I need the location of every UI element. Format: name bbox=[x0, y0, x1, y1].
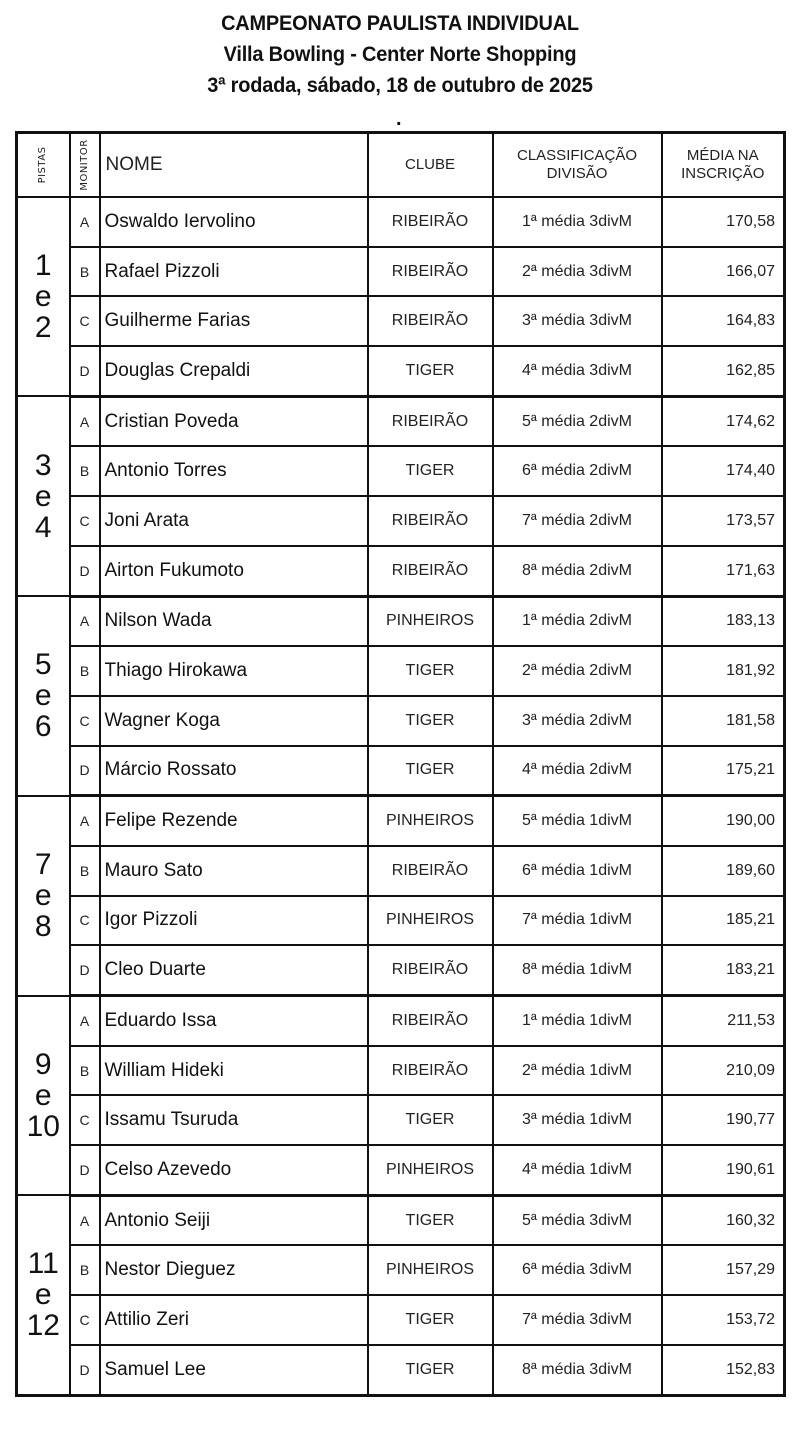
player-name-cell: Mauro Sato bbox=[100, 846, 368, 896]
club-cell: PINHEIROS bbox=[368, 1145, 493, 1195]
venue-title: Villa Bowling - Center Norte Shopping bbox=[223, 43, 577, 66]
lane-pair-line: 6 bbox=[34, 710, 52, 744]
monitor-cell: A bbox=[70, 396, 100, 446]
average-cell: 189,60 bbox=[662, 846, 785, 896]
lane-pair-line: 9 bbox=[34, 1047, 52, 1081]
classification-cell: 2ª média 1divM bbox=[493, 1046, 662, 1096]
lane-pair-line: e bbox=[34, 1078, 52, 1112]
table-row bbox=[17, 945, 785, 995]
monitor-cell: B bbox=[70, 446, 100, 496]
table-body bbox=[17, 197, 785, 1395]
club-cell: PINHEIROS bbox=[368, 896, 493, 946]
club-cell: RIBEIRÃO bbox=[368, 496, 493, 546]
club-cell: RIBEIRÃO bbox=[368, 846, 493, 896]
monitor-cell: D bbox=[70, 346, 100, 396]
player-name-cell: Igor Pizzoli bbox=[100, 896, 368, 946]
average-cell: 173,57 bbox=[662, 496, 785, 546]
club-cell: TIGER bbox=[368, 1345, 493, 1395]
club-cell: RIBEIRÃO bbox=[368, 996, 493, 1046]
classification-cell: 7ª média 2divM bbox=[493, 496, 662, 546]
club-cell: RIBEIRÃO bbox=[368, 546, 493, 596]
club-cell: RIBEIRÃO bbox=[368, 396, 493, 446]
lane-pair-line: 12 bbox=[26, 1309, 60, 1343]
classification-cell: 8ª média 3divM bbox=[493, 1345, 662, 1395]
club-cell: RIBEIRÃO bbox=[368, 197, 493, 247]
average-cell: 153,72 bbox=[662, 1295, 785, 1345]
pistas-label: PISTAS bbox=[37, 146, 49, 184]
table-row bbox=[17, 1345, 785, 1395]
club-cell: RIBEIRÃO bbox=[368, 1046, 493, 1096]
classification-cell: 6ª média 1divM bbox=[493, 846, 662, 896]
club-cell: TIGER bbox=[368, 646, 493, 696]
average-cell: 181,58 bbox=[662, 696, 785, 746]
media-label: MÉDIA NA INSCRIÇÃO bbox=[681, 147, 765, 182]
lane-pair-cell bbox=[17, 996, 70, 1196]
lane-pair-line: 3 bbox=[34, 448, 52, 482]
monitor-cell: C bbox=[70, 1095, 100, 1145]
lane-pair-line: e bbox=[34, 479, 52, 513]
average-cell: 162,85 bbox=[662, 346, 785, 396]
table-row bbox=[17, 296, 785, 346]
separator-dot: . bbox=[396, 108, 402, 130]
column-header-classificacao bbox=[493, 133, 662, 198]
round-date-title: 3ª rodada, sábado, 18 de outubro de 2025 bbox=[207, 74, 593, 97]
club-cell: PINHEIROS bbox=[368, 796, 493, 846]
classification-cell: 4ª média 3divM bbox=[493, 346, 662, 396]
club-cell: RIBEIRÃO bbox=[368, 945, 493, 995]
monitor-cell: D bbox=[70, 1345, 100, 1395]
player-name-cell: Wagner Koga bbox=[100, 696, 368, 746]
player-name-cell: Samuel Lee bbox=[100, 1345, 368, 1395]
lane-pair-line: 2 bbox=[34, 311, 52, 345]
classification-cell: 3ª média 1divM bbox=[493, 1095, 662, 1145]
classification-cell: 7ª média 1divM bbox=[493, 896, 662, 946]
lane-pair-line: 8 bbox=[34, 910, 52, 944]
document-header bbox=[0, 8, 800, 101]
monitor-cell: B bbox=[70, 646, 100, 696]
classification-cell: 1ª média 2divM bbox=[493, 596, 662, 646]
club-cell: TIGER bbox=[368, 1195, 493, 1245]
monitor-cell: C bbox=[70, 496, 100, 546]
classification-cell: 8ª média 1divM bbox=[493, 945, 662, 995]
table-row bbox=[17, 1245, 785, 1295]
player-name-cell: Nestor Dieguez bbox=[100, 1245, 368, 1295]
table-header-row bbox=[17, 133, 785, 198]
club-cell: TIGER bbox=[368, 1095, 493, 1145]
player-name-cell: Nilson Wada bbox=[100, 596, 368, 646]
monitor-cell: B bbox=[70, 247, 100, 297]
monitor-cell: D bbox=[70, 546, 100, 596]
monitor-cell: A bbox=[70, 197, 100, 247]
player-name-cell: Airton Fukumoto bbox=[100, 546, 368, 596]
table-row bbox=[17, 846, 785, 896]
average-cell: 210,09 bbox=[662, 1046, 785, 1096]
table-row bbox=[17, 1195, 785, 1245]
lane-pair-line: 7 bbox=[34, 848, 52, 882]
club-cell: TIGER bbox=[368, 696, 493, 746]
classification-cell: 8ª média 2divM bbox=[493, 546, 662, 596]
average-cell: 164,83 bbox=[662, 296, 785, 346]
player-name-cell: Antonio Torres bbox=[100, 446, 368, 496]
table-row bbox=[17, 646, 785, 696]
average-cell: 183,13 bbox=[662, 596, 785, 646]
classificacao-label: CLASSIFICAÇÃO DIVISÃO bbox=[517, 147, 638, 182]
monitor-cell: C bbox=[70, 696, 100, 746]
table-row bbox=[17, 197, 785, 247]
lane-pair-line: e bbox=[34, 280, 52, 314]
monitor-cell: A bbox=[70, 796, 100, 846]
lane-pair-cell bbox=[17, 396, 70, 596]
average-cell: 170,58 bbox=[662, 197, 785, 247]
monitor-cell: D bbox=[70, 1145, 100, 1195]
monitor-cell: D bbox=[70, 746, 100, 796]
average-cell: 211,53 bbox=[662, 996, 785, 1046]
lane-pair-line: e bbox=[34, 879, 52, 913]
table-row bbox=[17, 1295, 785, 1345]
average-cell: 166,07 bbox=[662, 247, 785, 297]
player-name-cell: Oswaldo Iervolino bbox=[100, 197, 368, 247]
club-cell: TIGER bbox=[368, 746, 493, 796]
lane-pair-cell bbox=[17, 796, 70, 996]
classification-cell: 4ª média 2divM bbox=[493, 746, 662, 796]
club-cell: TIGER bbox=[368, 346, 493, 396]
table-row bbox=[17, 1046, 785, 1096]
player-name-cell: Douglas Crepaldi bbox=[100, 346, 368, 396]
average-cell: 171,63 bbox=[662, 546, 785, 596]
club-cell: PINHEIROS bbox=[368, 596, 493, 646]
classification-cell: 5ª média 1divM bbox=[493, 796, 662, 846]
table-row bbox=[17, 1145, 785, 1195]
column-header-monitor bbox=[70, 133, 100, 198]
average-cell: 183,21 bbox=[662, 945, 785, 995]
lane-pair-line: e bbox=[34, 679, 52, 713]
player-name-cell: Rafael Pizzoli bbox=[100, 247, 368, 297]
monitor-cell: A bbox=[70, 1195, 100, 1245]
table-row bbox=[17, 896, 785, 946]
monitor-label: MONITOR bbox=[78, 139, 90, 191]
player-name-cell: Guilherme Farias bbox=[100, 296, 368, 346]
player-name-cell: Joni Arata bbox=[100, 496, 368, 546]
player-name-cell: Celso Azevedo bbox=[100, 1145, 368, 1195]
monitor-cell: A bbox=[70, 996, 100, 1046]
table-row bbox=[17, 1095, 785, 1145]
table-row bbox=[17, 396, 785, 446]
player-name-cell: William Hideki bbox=[100, 1046, 368, 1096]
lane-pair-line: e bbox=[34, 1278, 52, 1312]
player-name-cell: Felipe Rezende bbox=[100, 796, 368, 846]
player-name-cell: Issamu Tsuruda bbox=[100, 1095, 368, 1145]
classification-cell: 7ª média 3divM bbox=[493, 1295, 662, 1345]
table-row bbox=[17, 346, 785, 396]
average-cell: 157,29 bbox=[662, 1245, 785, 1295]
lane-pair-line: 11 bbox=[27, 1247, 59, 1281]
average-cell: 175,21 bbox=[662, 746, 785, 796]
table-row bbox=[17, 696, 785, 746]
classification-cell: 2ª média 3divM bbox=[493, 247, 662, 297]
monitor-cell: A bbox=[70, 596, 100, 646]
classification-cell: 6ª média 2divM bbox=[493, 446, 662, 496]
table-row bbox=[17, 746, 785, 796]
monitor-cell: D bbox=[70, 945, 100, 995]
classification-cell: 5ª média 3divM bbox=[493, 1195, 662, 1245]
monitor-cell: C bbox=[70, 896, 100, 946]
lane-pair-cell bbox=[17, 1195, 70, 1395]
table-row bbox=[17, 596, 785, 646]
monitor-cell: B bbox=[70, 1046, 100, 1096]
player-name-cell: Cristian Poveda bbox=[100, 396, 368, 446]
classification-cell: 3ª média 2divM bbox=[493, 696, 662, 746]
column-header-clube: CLUBE bbox=[368, 133, 493, 198]
lane-pair-line: 1 bbox=[34, 249, 52, 283]
lane-pair-cell bbox=[17, 596, 70, 796]
classification-cell: 2ª média 2divM bbox=[493, 646, 662, 696]
lane-pair-line: 5 bbox=[34, 648, 52, 682]
player-name-cell: Eduardo Issa bbox=[100, 996, 368, 1046]
column-header-nome: NOME bbox=[100, 133, 368, 198]
classification-cell: 4ª média 1divM bbox=[493, 1145, 662, 1195]
championship-title: CAMPEONATO PAULISTA INDIVIDUAL bbox=[221, 12, 579, 35]
club-cell: PINHEIROS bbox=[368, 1245, 493, 1295]
table-row bbox=[17, 546, 785, 596]
club-cell: RIBEIRÃO bbox=[368, 296, 493, 346]
player-name-cell: Attilio Zeri bbox=[100, 1295, 368, 1345]
average-cell: 152,83 bbox=[662, 1345, 785, 1395]
classification-cell: 1ª média 3divM bbox=[493, 197, 662, 247]
club-cell: TIGER bbox=[368, 1295, 493, 1345]
player-name-cell: Márcio Rossato bbox=[100, 746, 368, 796]
classification-cell: 1ª média 1divM bbox=[493, 996, 662, 1046]
table-row bbox=[17, 796, 785, 846]
player-name-cell: Thiago Hirokawa bbox=[100, 646, 368, 696]
club-cell: TIGER bbox=[368, 446, 493, 496]
lane-pair-line: 4 bbox=[34, 510, 52, 544]
column-header-pistas bbox=[17, 133, 70, 198]
average-cell: 181,92 bbox=[662, 646, 785, 696]
classification-cell: 6ª média 3divM bbox=[493, 1245, 662, 1295]
average-cell: 174,40 bbox=[662, 446, 785, 496]
table-row bbox=[17, 496, 785, 546]
average-cell: 190,77 bbox=[662, 1095, 785, 1145]
table-row bbox=[17, 247, 785, 297]
average-cell: 185,21 bbox=[662, 896, 785, 946]
monitor-cell: B bbox=[70, 846, 100, 896]
player-name-cell: Antonio Seiji bbox=[100, 1195, 368, 1245]
club-cell: RIBEIRÃO bbox=[368, 247, 493, 297]
monitor-cell: B bbox=[70, 1245, 100, 1295]
classification-cell: 3ª média 3divM bbox=[493, 296, 662, 346]
classification-cell: 5ª média 2divM bbox=[493, 396, 662, 446]
average-cell: 174,62 bbox=[662, 396, 785, 446]
monitor-cell: C bbox=[70, 296, 100, 346]
lane-pair-line: 10 bbox=[26, 1109, 60, 1143]
average-cell: 190,61 bbox=[662, 1145, 785, 1195]
average-cell: 190,00 bbox=[662, 796, 785, 846]
table-row bbox=[17, 446, 785, 496]
lane-assignment-table bbox=[15, 131, 786, 1397]
column-header-media bbox=[662, 133, 785, 198]
player-name-cell: Cleo Duarte bbox=[100, 945, 368, 995]
monitor-cell: C bbox=[70, 1295, 100, 1345]
table-row bbox=[17, 996, 785, 1046]
lane-pair-cell bbox=[17, 197, 70, 396]
average-cell: 160,32 bbox=[662, 1195, 785, 1245]
